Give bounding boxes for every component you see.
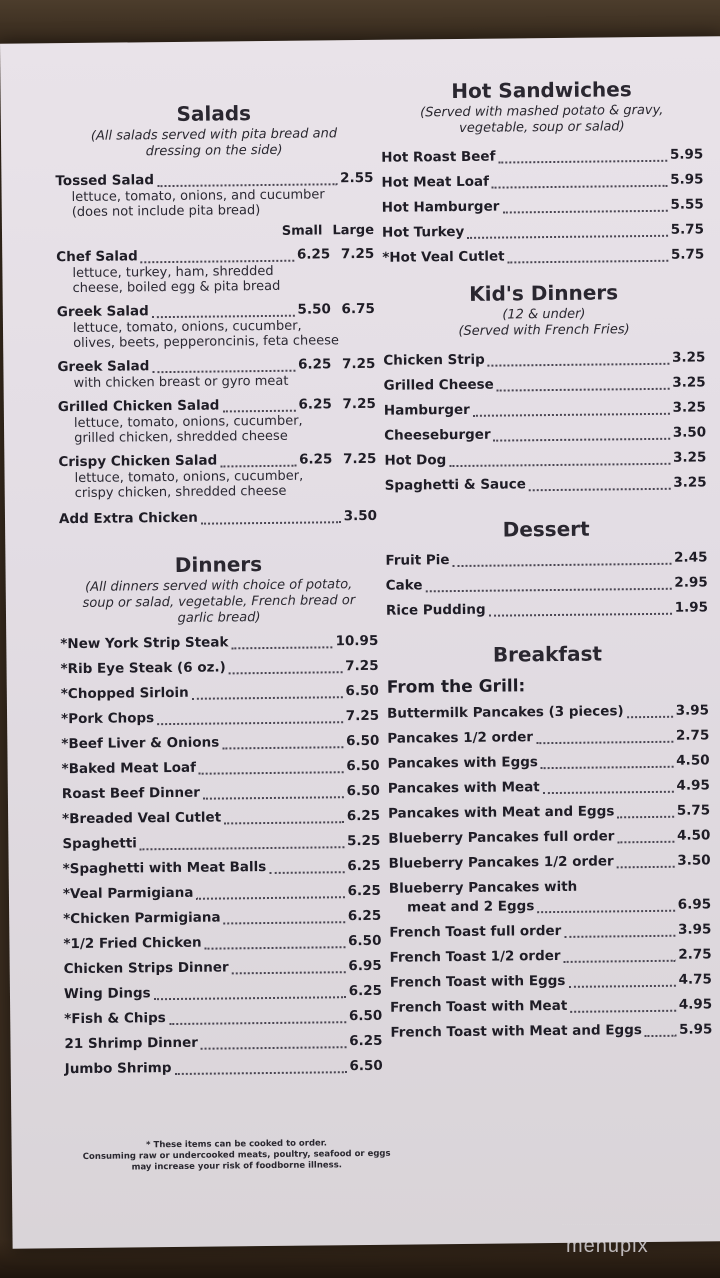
- item-price-large: 7.25: [340, 245, 375, 263]
- item-name: Chicken Strips Dinner: [63, 959, 229, 978]
- menu-item: [58, 451, 376, 471]
- item-name: Hot Dog: [384, 452, 447, 469]
- item-price: 4.95: [676, 777, 710, 794]
- item-price: 2.45: [674, 549, 708, 566]
- menu-item: [382, 221, 704, 241]
- item-price: 6.50: [346, 782, 380, 800]
- item-name: *Chicken Parmigiana: [63, 909, 221, 928]
- item-price: 6.50: [346, 757, 380, 775]
- dinners-title: Dinners: [174, 552, 263, 577]
- item-price: 4.50: [676, 827, 711, 844]
- leader-dots: [141, 249, 294, 263]
- leader-dots: [449, 452, 670, 466]
- item-name: *Spaghetti with Meat Balls: [62, 859, 267, 878]
- leader-dots: [564, 924, 675, 937]
- footer-line: * These items can be cooked to order.: [146, 1138, 328, 1151]
- item-price: 2.55: [340, 169, 374, 187]
- leader-dots: [617, 830, 674, 843]
- item-name: French Toast 1/2 order: [389, 947, 561, 966]
- leader-dots: [140, 836, 344, 850]
- menu-item: [63, 858, 381, 878]
- item-name: Jumbo Shrimp: [64, 1060, 172, 1078]
- item-price: 3.25: [671, 349, 706, 366]
- item-price: 3.50: [343, 507, 378, 525]
- breakfast-title: Breakfast: [492, 641, 603, 667]
- menu-item: [388, 802, 710, 822]
- item-price: 6.25: [347, 882, 381, 900]
- leader-dots: [232, 961, 346, 974]
- size-small-label: Small: [281, 223, 323, 239]
- menu-item: [64, 983, 382, 1003]
- menu-item: [64, 1008, 382, 1028]
- item-name: *Breaded Veal Cutlet: [62, 809, 222, 828]
- item-name: *Hot Veal Cutlet: [382, 248, 505, 266]
- menu-item: [390, 996, 712, 1016]
- leader-dots: [494, 427, 670, 441]
- item-name: Roast Beef Dinner: [61, 784, 200, 803]
- item-price-small: 5.50: [297, 301, 331, 318]
- item-price-small: 6.25: [298, 356, 332, 373]
- item-name: Pancakes 1/2 order: [387, 729, 534, 747]
- item-name: *Chopped Sirloin: [60, 684, 189, 703]
- footer-line: may increase your risk of foodborne illness.: [131, 1160, 343, 1173]
- item-price-small: 6.25: [296, 246, 331, 263]
- menu-item: [57, 301, 375, 321]
- size-large-label: Large: [332, 222, 375, 239]
- right-column: [380, 76, 712, 1041]
- item-price: 5.75: [670, 246, 705, 263]
- item-price: 3.95: [677, 921, 712, 938]
- leader-dots: [203, 786, 344, 799]
- dinners-list: [60, 633, 383, 1078]
- item-price-large: 6.75: [341, 300, 375, 318]
- leader-dots: [169, 1011, 346, 1025]
- menu-item: [61, 733, 379, 753]
- item-price: 2.75: [678, 946, 712, 963]
- leader-dots: [192, 686, 343, 700]
- kids-served-note: (Served with French Fries): [458, 322, 630, 339]
- item-name: Hot Hamburger: [381, 198, 500, 216]
- item-price: 4.75: [678, 971, 712, 988]
- item-name: Blueberry Pancakes 1/2 order: [388, 853, 614, 872]
- item-description: lettuce, tomato, onions, cucumber,: [72, 318, 302, 337]
- item-price: 3.25: [672, 399, 706, 416]
- item-name: French Toast full order: [389, 922, 562, 941]
- item-description: (does not include pita bread): [71, 203, 261, 221]
- leader-dots: [617, 805, 674, 818]
- leader-dots: [201, 511, 341, 524]
- menu-item: [389, 896, 711, 916]
- menu-item: [59, 508, 377, 528]
- menu-item: [62, 833, 380, 853]
- item-name: Grilled Cheese: [383, 376, 494, 394]
- menu-item: [385, 549, 707, 569]
- leader-dots: [205, 936, 346, 949]
- item-price: 6.25: [349, 1032, 383, 1050]
- item-name: French Toast with Meat: [390, 997, 568, 1016]
- footer-line: Consuming raw or undercooked meats, poultry, seafood or eggs: [82, 1148, 391, 1162]
- item-price: 6.95: [348, 957, 382, 975]
- leader-dots: [508, 249, 668, 263]
- item-name: meat and 2 Eggs: [407, 898, 535, 916]
- item-name: *1/2 Fried Chicken: [63, 934, 202, 953]
- item-description: olives, beets, pepperoncinis, feta cheese: [73, 333, 340, 352]
- dessert-title: Dessert: [502, 516, 590, 542]
- item-price: 3.95: [675, 702, 710, 719]
- menu-item: [62, 808, 380, 828]
- kids-age-note: (12 & under): [502, 306, 586, 323]
- menu-item: [389, 852, 711, 872]
- item-price: 3.25: [672, 374, 706, 391]
- left-column: [55, 100, 383, 1078]
- dinners-note: (All dinners served with choice of potato, soup or salad, vegetable, French bread or garlic bread): [82, 577, 356, 626]
- item-description: lettuce, tomato, onions, cucumber,: [73, 413, 303, 432]
- item-name: *Fish & Chips: [64, 1010, 166, 1028]
- item-price: 7.25: [345, 707, 380, 725]
- menu-item: [61, 708, 379, 728]
- item-price: 6.95: [677, 896, 712, 913]
- item-name: 21 Shrimp Dinner: [64, 1034, 198, 1053]
- item-name: Hamburger: [383, 401, 470, 419]
- item-name: Blueberry Pancakes with: [388, 878, 578, 897]
- kids-dinners-title: Kid's Dinners: [469, 280, 619, 306]
- leader-dots: [497, 377, 670, 391]
- leader-dots: [568, 974, 675, 987]
- item-price: 1.95: [674, 599, 709, 616]
- menu-item: [64, 1033, 382, 1053]
- item-name: Rice Pudding: [385, 601, 486, 619]
- leader-dots: [231, 636, 332, 649]
- leader-dots: [220, 454, 296, 467]
- menu-item: [386, 574, 708, 594]
- item-price-large: 7.25: [342, 450, 377, 468]
- item-name: Wing Dings: [63, 985, 151, 1003]
- menu-item: [388, 777, 710, 797]
- item-name: Pancakes with Meat and Eggs: [388, 803, 615, 822]
- menu-item: [382, 246, 704, 266]
- size-header: [56, 223, 374, 241]
- item-name: Blueberry Pancakes full order: [388, 828, 615, 847]
- item-name: Tossed Salad: [55, 172, 155, 190]
- item-price: 3.25: [673, 474, 707, 491]
- menu-item: [387, 752, 709, 772]
- item-description: with chicken breast or gyro meat: [73, 373, 289, 392]
- menu-item: [62, 783, 380, 803]
- item-name: Hot Turkey: [381, 223, 465, 241]
- leader-dots: [543, 780, 674, 793]
- item-price-small: 6.25: [298, 396, 332, 413]
- item-price: 6.25: [347, 857, 381, 875]
- item-name: *Baked Meat Loaf: [61, 759, 197, 778]
- menu-item: [384, 374, 706, 394]
- leader-dots: [529, 477, 671, 490]
- menu-item: [63, 908, 381, 928]
- item-price: 6.25: [346, 807, 381, 825]
- leader-dots: [541, 755, 673, 768]
- leader-dots: [196, 886, 344, 900]
- item-name: Greek Salad: [57, 358, 150, 376]
- leader-dots: [645, 1024, 676, 1036]
- item-price-large: 7.25: [342, 395, 376, 413]
- item-name: Buttermilk Pancakes (3 pieces): [386, 703, 624, 722]
- leader-dots: [174, 1061, 346, 1075]
- item-name: Fruit Pie: [385, 552, 450, 569]
- leader-dots: [157, 173, 337, 187]
- leader-dots: [201, 1036, 346, 1050]
- menu-item: [387, 702, 709, 722]
- leader-dots: [537, 899, 675, 912]
- leader-dots: [489, 602, 672, 616]
- item-name: Pancakes with Meat: [387, 779, 540, 797]
- item-price: 6.50: [345, 732, 380, 750]
- salads-note: (All salads served with pita bread and dressing on the side): [90, 126, 338, 160]
- leader-dots: [452, 552, 671, 566]
- item-name: Crispy Chicken Salad: [58, 452, 218, 471]
- item-name: *Beef Liver & Onions: [61, 734, 220, 753]
- leader-dots: [563, 949, 675, 962]
- leader-dots: [224, 911, 345, 924]
- breakfast-subhead: From the Grill:: [386, 676, 526, 698]
- leader-dots: [617, 855, 675, 868]
- menu-item: [65, 1058, 383, 1078]
- item-description: crispy chicken, shredded cheese: [74, 483, 287, 502]
- menu-item: [390, 971, 712, 991]
- item-price: 7.25: [345, 657, 379, 675]
- item-price: 3.25: [672, 449, 707, 466]
- leader-dots: [157, 711, 343, 725]
- item-price: 5.95: [670, 171, 704, 188]
- leader-dots: [627, 705, 673, 717]
- item-description: lettuce, tomato, onions, cucumber,: [74, 468, 304, 487]
- item-name: Hot Meat Loaf: [381, 173, 490, 191]
- leader-dots: [492, 174, 667, 188]
- leader-dots: [473, 402, 670, 416]
- item-name: Cake: [385, 577, 423, 594]
- food-safety-footer: [82, 1138, 392, 1174]
- menu-item: [381, 171, 703, 191]
- menu-item: [384, 424, 706, 444]
- item-price: 4.50: [676, 752, 710, 769]
- item-price-large: 7.25: [341, 355, 376, 373]
- leader-dots: [199, 761, 343, 775]
- menu-item: [62, 758, 380, 778]
- item-name: French Toast with Eggs: [389, 972, 566, 991]
- item-description: cheese, boiled egg & pita bread: [72, 278, 281, 297]
- menu-item: [386, 599, 708, 619]
- leader-dots: [222, 399, 295, 412]
- leader-dots: [536, 730, 673, 743]
- item-name: *Pork Chops: [61, 710, 155, 728]
- hot-sandwiches-title: Hot Sandwiches: [451, 77, 632, 104]
- menu-item: [56, 246, 374, 266]
- leader-dots: [570, 999, 676, 1012]
- item-price: 4.95: [678, 996, 713, 1013]
- item-price: 6.25: [347, 907, 382, 925]
- item-price: 6.50: [349, 1057, 383, 1075]
- item-price-small: 6.25: [298, 451, 333, 468]
- item-name: Spaghetti: [62, 835, 137, 853]
- item-price: 2.95: [674, 574, 708, 591]
- leader-dots: [152, 359, 295, 372]
- menu-item: [63, 933, 381, 953]
- item-name: Cheeseburger: [384, 426, 491, 444]
- item-description: lettuce, turkey, ham, shredded: [72, 263, 274, 282]
- item-name: Chef Salad: [56, 248, 138, 266]
- menu-item: [384, 449, 706, 469]
- item-price: 5.75: [670, 221, 705, 238]
- leader-dots: [425, 577, 671, 592]
- menu-item: [388, 827, 710, 847]
- item-description: grilled chicken, shredded cheese: [74, 428, 288, 447]
- item-name: *Veal Parmigiana: [62, 884, 194, 903]
- menu-item: [64, 958, 382, 978]
- item-name: *Rib Eye Steak (6 oz.): [60, 659, 226, 678]
- item-price: 5.95: [678, 1021, 713, 1038]
- leader-dots: [154, 986, 346, 1000]
- leader-dots: [222, 736, 343, 749]
- menu-item: [60, 658, 378, 678]
- menu-item: [390, 946, 712, 966]
- leader-dots: [269, 861, 344, 874]
- item-price: 2.75: [675, 727, 710, 744]
- menu-item: [61, 683, 379, 703]
- item-price: 6.25: [348, 982, 383, 1000]
- item-name: Pancakes with Eggs: [387, 754, 538, 772]
- item-name: Spaghetti & Sauce: [384, 476, 526, 494]
- item-name: Hot Roast Beef: [381, 148, 496, 166]
- leader-dots: [224, 811, 344, 824]
- menu-item: [387, 727, 709, 747]
- leader-dots: [488, 352, 669, 366]
- item-price: 6.50: [345, 682, 379, 700]
- item-name: Grilled Chicken Salad: [57, 397, 220, 416]
- hot-sandwiches-note: (Served with mashed potato & gravy, vegetable, soup or salad): [420, 102, 664, 136]
- menu-item: [63, 883, 381, 903]
- leader-dots: [229, 661, 343, 674]
- item-price: 3.50: [672, 424, 707, 441]
- menu-item: [384, 399, 706, 419]
- menu-item: [385, 474, 707, 494]
- menu-item-label: [389, 877, 711, 897]
- item-price: 6.50: [348, 1007, 383, 1025]
- menu-item: [383, 349, 705, 369]
- menu-item: [60, 633, 378, 653]
- leader-dots: [467, 224, 668, 238]
- leader-dots: [502, 199, 667, 213]
- menupix-watermark: menupix: [562, 1224, 712, 1266]
- leader-dots: [498, 149, 667, 163]
- item-price: 6.50: [348, 932, 382, 950]
- menu-item: [382, 196, 704, 216]
- item-name: Greek Salad: [56, 303, 149, 321]
- item-description: lettuce, tomato, onions, and cucumber: [71, 187, 325, 206]
- item-price: 5.25: [346, 832, 381, 850]
- menu-item: [58, 396, 376, 416]
- item-name: French Toast with Meat and Eggs: [390, 1022, 642, 1041]
- menu-item: [389, 921, 711, 941]
- item-name: Add Extra Chicken: [58, 509, 198, 528]
- leader-dots: [152, 304, 295, 317]
- item-price: 5.75: [676, 802, 711, 819]
- item-name: Chicken Strip: [383, 351, 485, 369]
- item-price: 5.95: [669, 146, 704, 163]
- item-name: *New York Strip Steak: [60, 634, 229, 653]
- item-price: 3.50: [677, 852, 711, 869]
- menu-item: [57, 356, 375, 376]
- salads-title: Salads: [176, 101, 252, 126]
- menu-page: [0, 36, 720, 1248]
- menu-item: [381, 146, 703, 166]
- item-price: 5.55: [670, 196, 704, 213]
- item-price: 10.95: [335, 632, 379, 650]
- menu-item: [390, 1021, 712, 1041]
